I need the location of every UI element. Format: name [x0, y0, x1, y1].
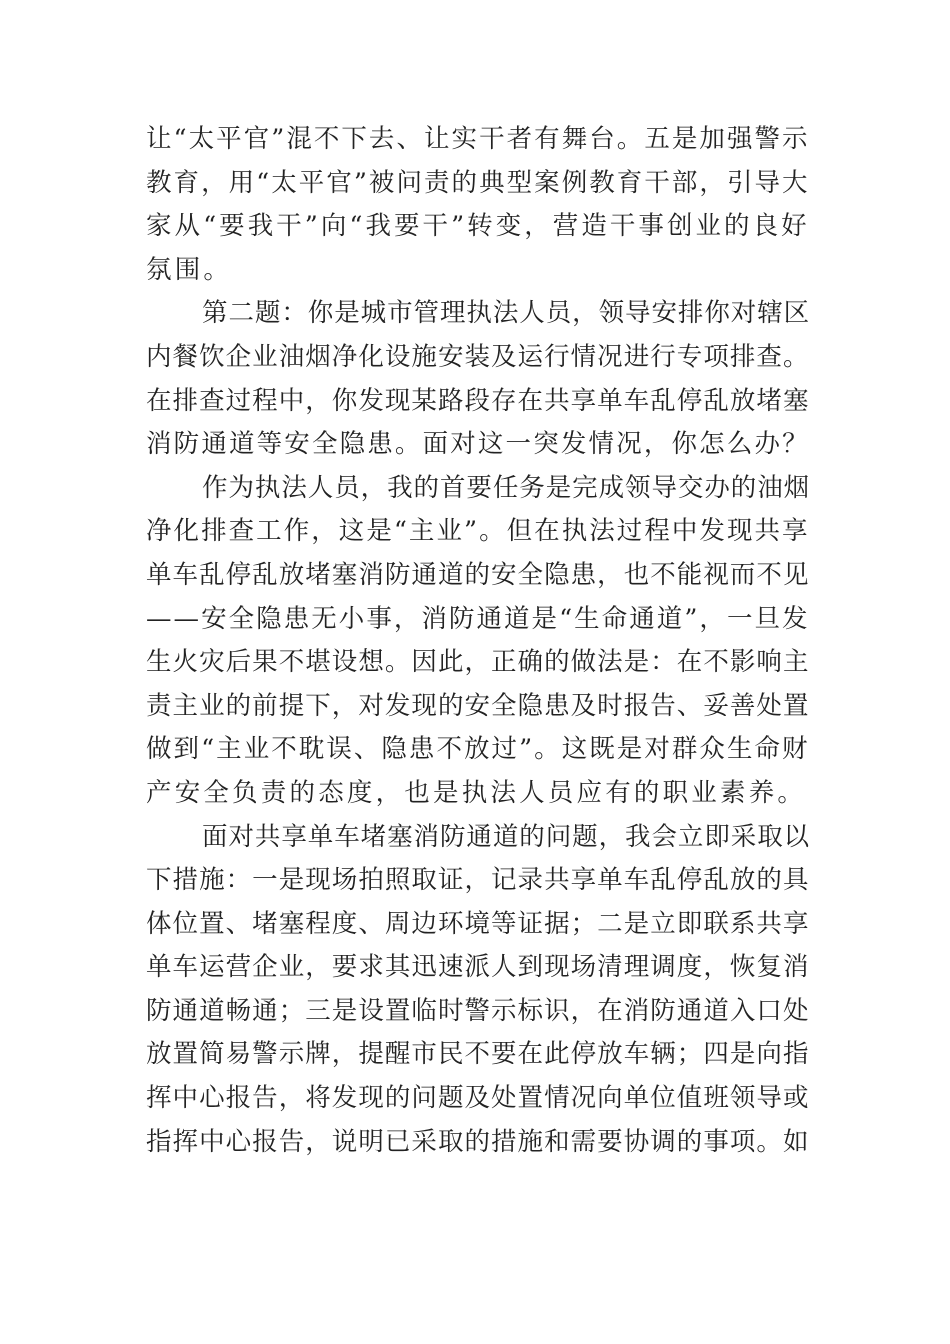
text-line: 在排查过程中，你发现某路段存在共享单车乱停乱放堵塞 — [146, 385, 810, 416]
text-line: 单车运营企业，要求其迅速派人到现场清理调度，恢复消 — [146, 952, 810, 983]
text-line: ——安全隐患无小事，消防通道是“生命通道”，一旦发 — [146, 603, 810, 634]
text-line: 教育，用“太平官”被问责的典型案例教育干部，引导大 — [146, 167, 810, 198]
text-line: 氛围。 — [146, 254, 233, 285]
text-line: 做到“主业不耽误、隐患不放过”。这既是对群众生命财 — [146, 734, 810, 765]
text-line: 挥中心报告，将发现的问题及处置情况向单位值班领导或 — [146, 1083, 810, 1114]
text-line: 消防通道等安全隐患。面对这一突发情况，你怎么办？ — [146, 429, 810, 460]
text-line: 防通道畅通；三是设置临时警示标识，在消防通道入口处 — [146, 995, 810, 1026]
text-line: 产安全负责的态度，也是执法人员应有的职业素养。 — [146, 777, 807, 808]
paragraph-first-line: 第二题：你是城市管理执法人员，领导安排你对辖区 — [202, 298, 811, 329]
text-line: 内餐饮企业油烟净化设施安装及运行情况进行专项排查。 — [146, 341, 810, 372]
text-line: 净化排查工作，这是“主业”。但在执法过程中发现共享 — [146, 516, 810, 547]
text-line: 放置简易警示牌，提醒市民不要在此停放车辆；四是向指 — [146, 1039, 810, 1070]
text-line: 单车乱停乱放堵塞消防通道的安全隐患，也不能视而不见 — [146, 559, 810, 590]
text-line: 家从“要我干”向“我要干”转变，营造干事创业的良好 — [146, 211, 810, 242]
text-line: 体位置、堵塞程度、周边环境等证据；二是立即联系共享 — [146, 908, 810, 939]
text-line: 指挥中心报告，说明已采取的措施和需要协调的事项。如 — [146, 1126, 810, 1157]
text-line: 下措施：一是现场拍照取证，记录共享单车乱停乱放的具 — [146, 865, 810, 896]
paragraph-first-line: 作为执法人员，我的首要任务是完成领导交办的油烟 — [202, 472, 811, 503]
text-line: 生火灾后果不堪设想。因此，正确的做法是：在不影响主 — [146, 647, 810, 678]
document-body — [146, 118, 810, 1164]
paragraph-first-line: 面对共享单车堵塞消防通道的问题，我会立即采取以 — [202, 821, 811, 852]
text-line: 责主业的前提下，对发现的安全隐患及时报告、妥善处置 — [146, 690, 810, 721]
text-line: 让“太平官”混不下去、让实干者有舞台。五是加强警示 — [146, 124, 810, 154]
